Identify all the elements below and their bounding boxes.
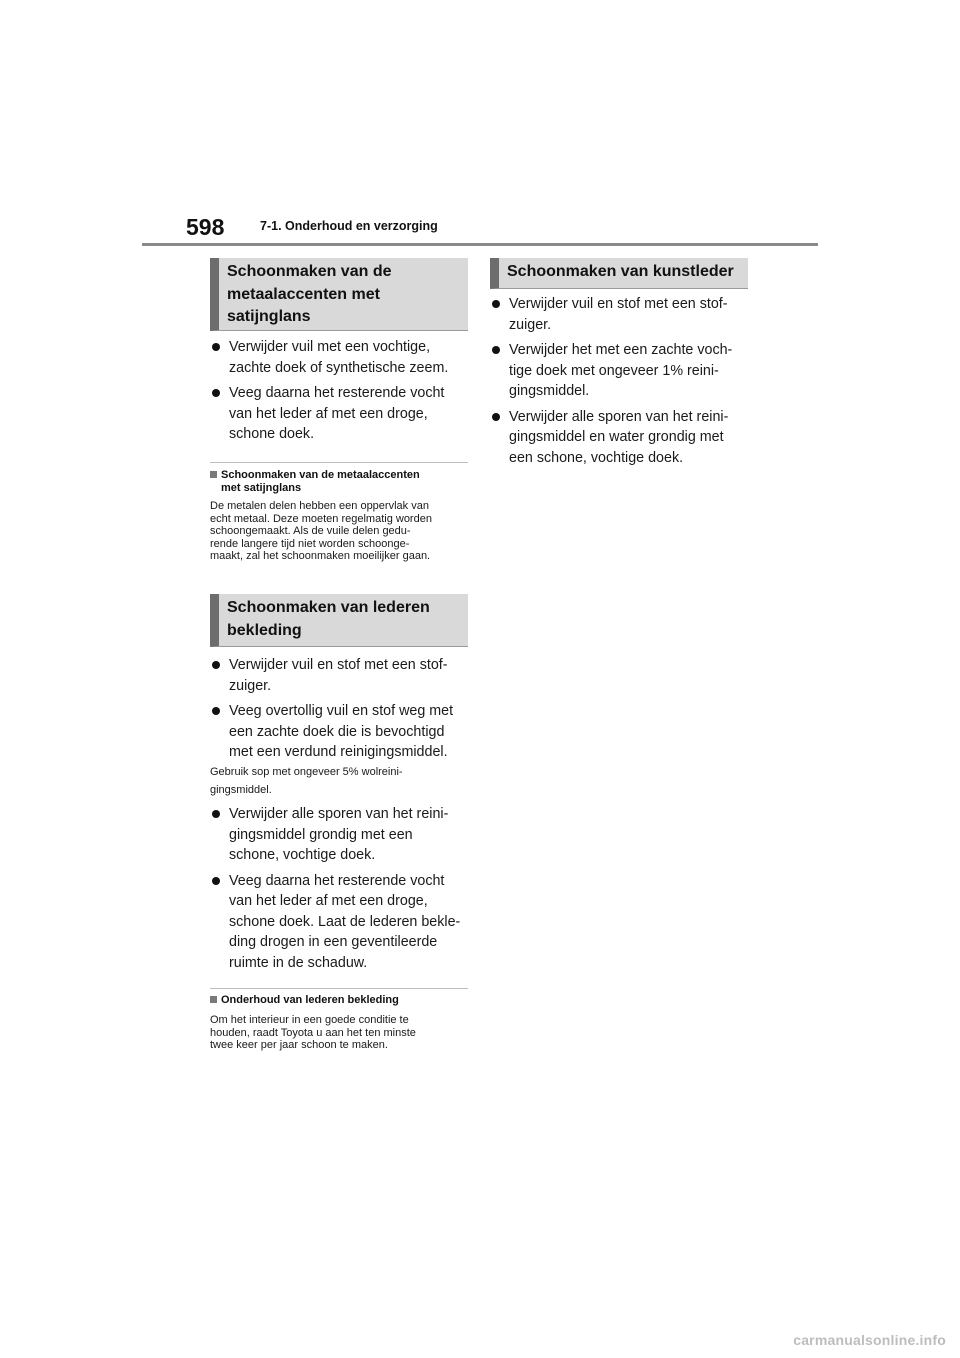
- bullet-list-kunstleder: [490, 294, 752, 473]
- list-item-line: Verwijder vuil en stof met een stof-: [509, 296, 728, 312]
- list-item-line: zuiger.: [509, 316, 552, 333]
- bullet-dot-icon: [212, 661, 220, 669]
- note-body-line: Om het interieur in een goede conditie te: [210, 1014, 409, 1026]
- header-rule: [142, 243, 818, 246]
- note-heading-line: Onderhoud van lederen bekleding: [221, 994, 399, 1006]
- page-number: 598: [186, 214, 225, 240]
- list-item-line: een schone, vochtige doek.: [509, 449, 684, 466]
- list-item-line: Veeg daarna het resterende vocht: [229, 872, 445, 889]
- section-heading-kunstleder: [490, 258, 748, 289]
- bullet-dot-icon: [212, 810, 220, 818]
- bullet-list-metaalaccenten: [210, 337, 472, 450]
- heading-line: bekleding: [227, 621, 302, 639]
- bullet-dot-icon: [212, 707, 220, 715]
- note-heading-metaalaccenten: [210, 469, 472, 495]
- list-item-line: schone doek. Laat de lederen bekle-: [229, 913, 461, 930]
- heading-line: Schoonmaken van lederen: [227, 599, 430, 616]
- list-item-line: gingsmiddel en water grondig met: [509, 429, 724, 445]
- list-item-line: ding drogen in een geventileerde: [229, 934, 438, 950]
- square-bullet-icon: [210, 996, 217, 1003]
- heading-line: Schoonmaken van de: [227, 263, 392, 280]
- heading-line: satijnglans: [227, 308, 311, 325]
- list-item-line: zuiger.: [229, 677, 272, 694]
- list-item: [210, 383, 472, 445]
- note-body-lederen-bekleding: [210, 1014, 475, 1052]
- list-item-line: van het leder af met een droge,: [229, 893, 428, 909]
- list-item: [490, 294, 752, 335]
- list-item-line: Veeg daarna het resterende vocht: [229, 385, 445, 401]
- note-body-line: twee keer per jaar schoon te maken.: [210, 1039, 388, 1051]
- square-bullet-icon: [210, 471, 217, 478]
- watermark: carmanualsonline.info: [793, 1332, 946, 1348]
- list-item: [210, 804, 472, 866]
- list-item: [490, 340, 752, 402]
- note-rule: [210, 462, 468, 463]
- list-item: [210, 655, 472, 696]
- list-item: [210, 701, 472, 763]
- note-body-line: rende langere tijd niet worden schoonge-: [210, 537, 410, 550]
- list-item-line: Verwijder alle sporen van het reini-: [229, 806, 449, 822]
- note-heading-line: met satijnglans: [221, 482, 302, 494]
- bullet-list-lederen-a: [210, 655, 472, 768]
- note-body-line: echt metaal. Deze moeten regelmatig worden: [210, 512, 432, 525]
- list-item-line: schone, vochtige doek.: [229, 847, 376, 863]
- note-heading-lederen-bekleding: [210, 994, 472, 1007]
- note-body-line: schoongemaakt. Als de vuile delen gedu-: [210, 525, 411, 537]
- bullet-dot-icon: [492, 346, 500, 354]
- bullet-list-lederen-b: [210, 804, 472, 978]
- list-item-line: tige doek met ongeveer 1% reini-: [509, 362, 719, 379]
- note-body-line: houden, raadt Toyota u aan het ten minste: [210, 1026, 416, 1039]
- small-note-line: gingsmiddel.: [210, 784, 272, 796]
- note-body-line: maakt, zal het schoonmaken moeilijker gaan.: [210, 550, 431, 562]
- note-heading-line: Schoonmaken van de metaalaccenten: [221, 469, 420, 481]
- section-heading-lederen-bekleding: [210, 594, 468, 647]
- list-item-line: Verwijder vuil met een vochtige,: [229, 339, 431, 355]
- note-rule: [210, 988, 468, 989]
- list-item-line: schone doek.: [229, 426, 315, 442]
- note-body-line: De metalen delen hebben een oppervlak van: [210, 500, 429, 512]
- list-item-line: gingsmiddel.: [509, 383, 590, 399]
- chapter-title: 7-1. Onderhoud en verzorging: [260, 219, 438, 233]
- bullet-dot-icon: [492, 300, 500, 308]
- note-body-metaalaccenten: [210, 500, 475, 563]
- list-item: [210, 337, 472, 378]
- list-item: [490, 407, 752, 469]
- heading-line: metaalaccenten met: [227, 285, 380, 303]
- section-heading-metaalaccenten: [210, 258, 468, 331]
- list-item-line: Verwijder alle sporen van het reini-: [509, 408, 729, 425]
- list-item-line: ruimte in de schaduw.: [229, 954, 368, 971]
- bullet-dot-icon: [492, 413, 500, 421]
- small-note-wolreinigingsmiddel: [210, 763, 472, 799]
- list-item-line: Veeg overtollig vuil en stof weg met: [229, 703, 454, 719]
- list-item-line: Verwijder het met een zachte voch-: [509, 342, 733, 358]
- bullet-dot-icon: [212, 343, 220, 351]
- list-item-line: Verwijder vuil en stof met een stof-: [229, 657, 448, 673]
- list-item-line: gingsmiddel grondig met een: [229, 826, 413, 843]
- heading-line: Schoonmaken van kunstleder: [507, 263, 734, 280]
- list-item-line: een zachte doek die is bevochtigd: [229, 723, 445, 740]
- list-item-line: zachte doek of synthetische zeem.: [229, 359, 449, 376]
- list-item-line: van het leder af met een droge,: [229, 405, 428, 422]
- bullet-dot-icon: [212, 877, 220, 885]
- small-note-line: Gebruik sop met ongeveer 5% wolreini-: [210, 766, 403, 778]
- list-item: [210, 871, 472, 974]
- bullet-dot-icon: [212, 389, 220, 397]
- list-item-line: met een verdund reinigingsmiddel.: [229, 744, 448, 760]
